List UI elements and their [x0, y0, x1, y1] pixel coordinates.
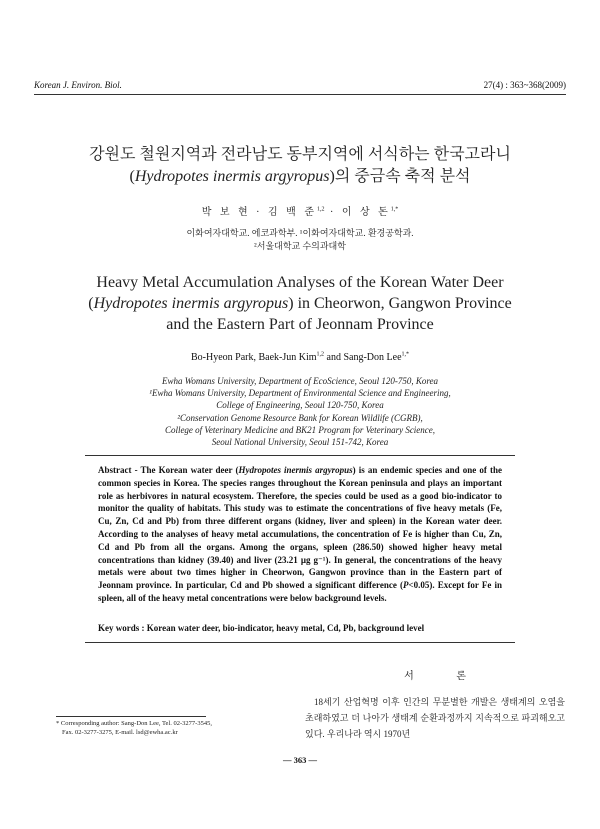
- korean-authors: [40, 203, 560, 218]
- english-affiliation-line: Ewha Womans University, Department of EcoScience, Seoul 120-750, Korea: [161, 376, 439, 386]
- korean-affiliation-line: 이화여자대학교. 에코과학부. ¹이화여자대학교. 환경공학과.: [186, 228, 414, 238]
- korean-authors-sup-a: 1,2: [316, 206, 325, 213]
- english-authors-a: Bo-Hyeon Park, Baek-Jun Kim: [190, 352, 317, 363]
- english-title-line1: Heavy Metal Accumulation Analyses of the Korean Water Deer: [96, 274, 504, 291]
- english-affiliation-line: Seoul National University, Seoul 151-742, Korea: [211, 437, 389, 448]
- keywords-text: : Korean water deer, bio-indicator, heavy metal, Cd, Pb, background level: [139, 623, 425, 633]
- abstract-dash: -: [131, 465, 141, 475]
- abstract-body-end: <0.05). Except for Fe in spleen, all of the heavy metal concentrations were below background levels.: [98, 580, 502, 603]
- abstract: [98, 464, 502, 605]
- english-authors: [40, 352, 560, 363]
- abstract-intro: The Korean water deer (: [140, 465, 239, 475]
- keywords: [98, 623, 502, 633]
- journal-name: Korean J. Environ. Biol.: [34, 80, 122, 90]
- abstract-body: ) is an endemic species and one of the common species in Korea. The species ranges throughout the Korean peninsula and plays an important role as herbivores in natural ecosystem. Therefore, the species could be used as a good bio-indicator to monitor the quality of habitats. This study was to estimate the concentrations of five heavy metals (Fe, Cu, Zn, Cd and Pb) from three different organs (kidney, liver and spleen) in the Korean water deer. According to the analyses of heavy metal accumulations, the concentration of Fe is higher than Cu, Zn, Cd and Pb from all the organs. Among the organs, spleen (286.50) showed higher heavy metal concentrations than kidney (39.40) and liver (23.21 μg g⁻¹). In general, the concentrations of the heavy metals were about two times higher in Cheorwon, Gangwon province than in the Eastern part of Jeonnam province. In particular, Cd and Pb showed a significant difference (: [98, 465, 502, 591]
- english-authors-sup-b: 1,*: [401, 351, 410, 358]
- footnote: [56, 719, 296, 737]
- abstract-p-symbol: P: [402, 580, 409, 591]
- english-title-species: Hydropotes inermis argyropus: [93, 295, 289, 312]
- korean-authors-a: 박 보 현 · 김 백 준: [201, 207, 317, 218]
- korean-title-line1: 강원도 철원지역과 전라남도 동부지역에 서식하는 한국고라니: [89, 146, 511, 163]
- footnote-line2: Fax. 02-3277-3275, E-mail. lsd@ewha.ac.kr: [62, 729, 178, 736]
- introduction-paragraph: 18세기 산업혁명 이후 인간의 무분별한 개발은 생태계의 오염을 초래하였고 더 나아가 생태계 순환과정까지 지속적으로 파괴해오고 있다. 우리나라 역시 1970년: [305, 697, 565, 739]
- running-header: [34, 80, 566, 95]
- korean-title-species: Hydropotes inermis argyropus: [134, 168, 330, 185]
- abstract-label: Abstract: [98, 465, 132, 475]
- english-title-line2-rest: ) in Cheorwon, Gangwon Province: [288, 295, 512, 312]
- english-title-line3: and the Eastern Part of Jeonnam Province: [166, 316, 434, 333]
- english-affiliation-line: ¹Ewha Womans University, Department of Environmental Science and Engineering,: [149, 388, 451, 399]
- korean-title: [40, 144, 560, 188]
- english-affiliations: [40, 375, 560, 448]
- footnote-rule: [56, 716, 206, 717]
- english-affiliation-line: ²Conservation Genome Resource Bank for Korean Wildlife (CGRB),: [177, 412, 423, 423]
- english-affiliation-line: College of Veterinary Medicine and BK21 Program for Veterinary Science,: [164, 424, 436, 435]
- abstract-species: Hydropotes inermis argyropus: [238, 465, 353, 475]
- introduction-text: [305, 694, 565, 742]
- korean-title-line2-rest: )의 중금속 축적 분석: [329, 168, 471, 185]
- english-affiliation-line: College of Engineering, Seoul 120-750, Korea: [216, 400, 384, 411]
- abstract-top-rule: [85, 455, 515, 456]
- citation: 27(4) : 363~368(2009): [483, 80, 566, 90]
- footnote-line1: * Corresponding author: Sang-Don Lee, Tel. 02-3277-3545,: [56, 720, 212, 727]
- introduction-heading: 서 론: [404, 671, 486, 682]
- page-number: — 363 —: [283, 755, 317, 765]
- english-authors-sup-a: 1,2: [316, 351, 325, 358]
- english-title: [40, 272, 560, 335]
- korean-affiliation-line: ²서울대학교 수의과대학: [254, 241, 346, 251]
- abstract-bottom-rule: [85, 642, 515, 643]
- korean-title-line2: (Hydropotes inermis argyropus)의 중금속 축적 분석: [129, 168, 471, 185]
- korean-authors-b: · 이 상 돈: [324, 207, 391, 218]
- english-authors-b: and Sang-Don Lee: [324, 352, 402, 363]
- english-title-line2: (Hydropotes inermis argyropus) in Cheorwon, Gangwon Province: [88, 295, 512, 312]
- korean-authors-sup-b: 1,*: [390, 206, 399, 213]
- keywords-label: Key words: [98, 623, 140, 633]
- korean-affiliations: [40, 227, 560, 253]
